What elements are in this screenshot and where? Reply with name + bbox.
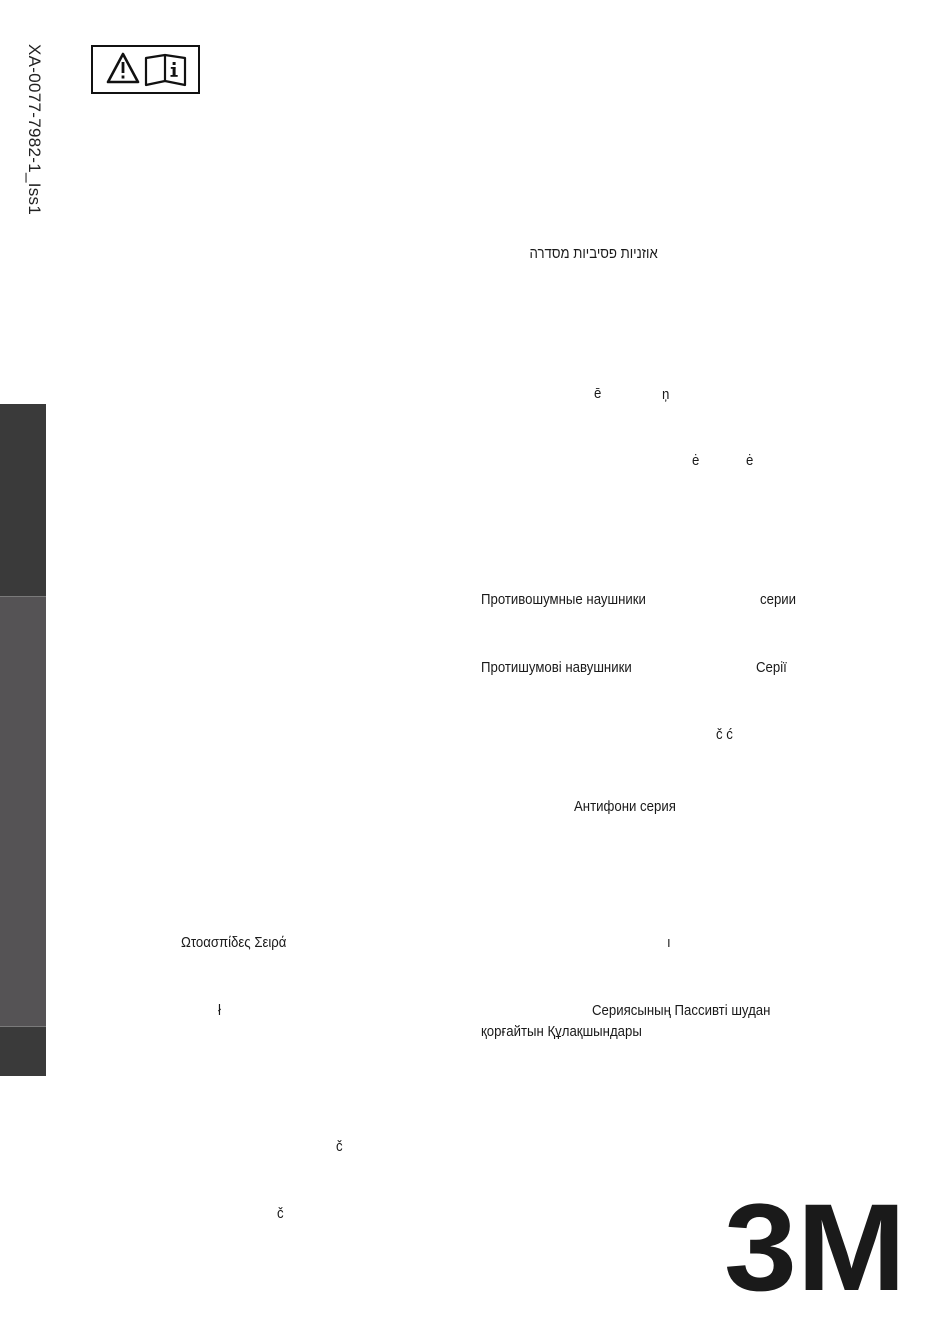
fragment-c-caron-1: č xyxy=(336,1138,343,1155)
fragment-e-macron: ē xyxy=(594,385,602,402)
fragment-c-caron-2: č xyxy=(277,1205,284,1222)
side-tab-dark-bottom xyxy=(0,1026,46,1076)
fragment-n-cedilla: ņ xyxy=(662,386,670,403)
ukrainian-series: Серії xyxy=(756,659,787,676)
greek-title: Ωτοασπίδες Σειρά xyxy=(181,934,287,951)
fragment-dotless-i: ı xyxy=(667,934,671,951)
side-tab-dark-top xyxy=(0,404,46,596)
hebrew-title: אוזניות פסיביות מסדרה xyxy=(529,245,658,262)
instruction-manual-icon xyxy=(146,55,185,85)
kazakh-title-line2: қорғайтын Құлақшындары xyxy=(481,1023,642,1040)
bulgarian-title: Антифони серия xyxy=(574,798,676,815)
kazakh-title-line1: Сериясының Пассивті шудан xyxy=(592,1002,771,1019)
side-tab-grey xyxy=(0,596,46,1026)
document-code: XA-0077-7982-1_Iss1 xyxy=(25,44,44,216)
fragment-e-dot-1: ė xyxy=(692,452,700,469)
fragment-c-caron-c-acute: č ć xyxy=(716,726,733,743)
russian-series: серии xyxy=(760,591,797,608)
fragment-l-stroke: ł xyxy=(218,1002,221,1019)
ukrainian-title: Протишумові навушники xyxy=(481,659,632,676)
warning-read-manual-box xyxy=(91,45,200,94)
warning-triangle-icon xyxy=(108,54,138,82)
russian-title: Противошумные наушники xyxy=(481,591,646,608)
3m-logo xyxy=(724,1198,908,1294)
fragment-e-dot-2: ė xyxy=(746,452,754,469)
svg-text:3M: 3M xyxy=(724,1198,906,1294)
